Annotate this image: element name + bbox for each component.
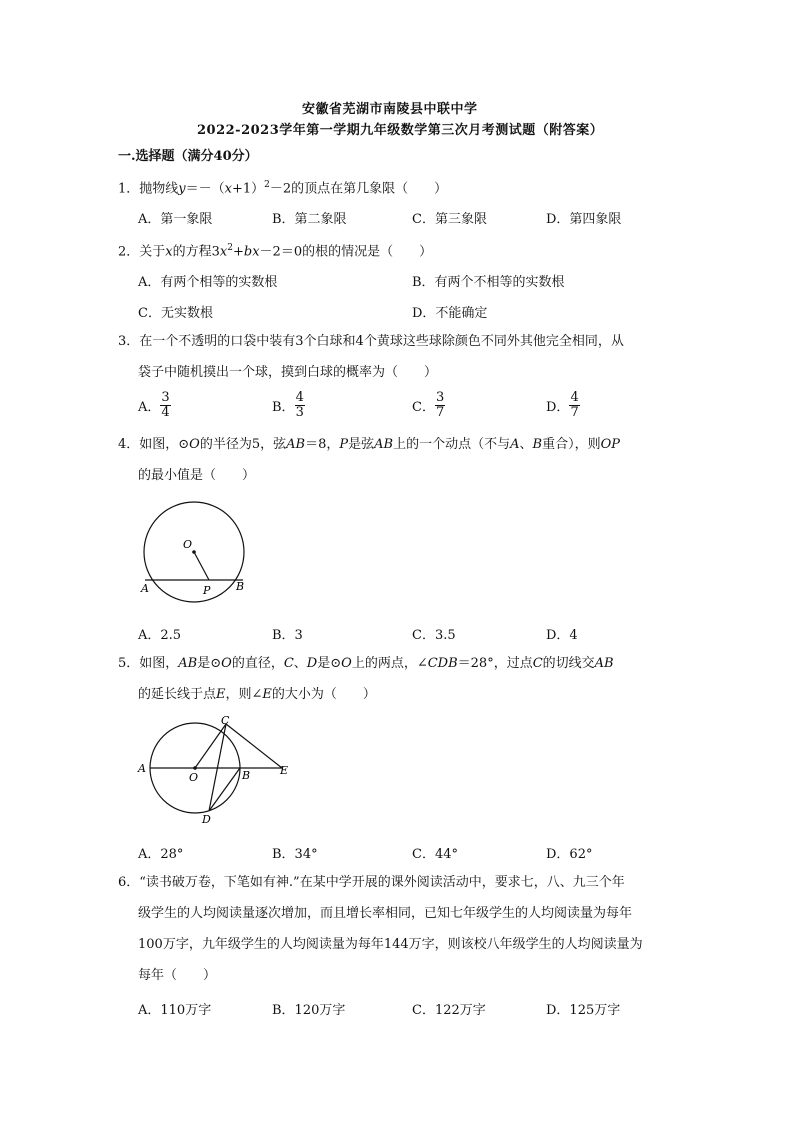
q2-text: －2＝0的根的情况是（ ）	[259, 244, 433, 260]
q5-var: O	[221, 656, 232, 671]
q2-text: 2．关于	[118, 244, 166, 260]
q3-option-d	[546, 391, 580, 420]
q6-option-c: C．122万字	[412, 1003, 486, 1018]
q5-option-c: C．44°	[412, 847, 458, 862]
q5-text: 是⊙	[317, 656, 342, 671]
q3-option-c	[412, 391, 445, 420]
q4-var: OP	[600, 437, 620, 452]
q1-exponent: 2	[264, 180, 270, 190]
option-label: A．	[138, 400, 161, 415]
q4-var: B	[532, 437, 543, 452]
q5-label-e: E	[280, 764, 289, 777]
q5-text: 的直径，	[231, 656, 284, 671]
exam-title: 2022-2023学年第一学期九年级数学第三次月考测试题（附答案）	[197, 123, 604, 138]
question-6-line-4: 每年（ ）	[138, 968, 217, 983]
q5-option-a: A．28°	[138, 847, 184, 862]
question-6-line-1: 6．“读书破万卷，下笔如有神.”在某中学开展的课外阅读活动中，要求七，八、九三个年	[118, 875, 625, 890]
q5-var: AB	[594, 656, 614, 671]
q4-circle-figure	[136, 500, 254, 608]
q4-text: 4．如图，⊙	[118, 437, 190, 452]
q5-var: C	[532, 656, 543, 671]
q4-label-o: O	[183, 538, 193, 551]
q6-option-d: D．125万字	[546, 1003, 621, 1018]
q6-option-a: A．110万字	[138, 1003, 212, 1018]
q5-option-b: B．34°	[272, 847, 318, 862]
q3-option-a	[138, 391, 171, 420]
question-5-line-1	[118, 656, 614, 672]
question-2-stem	[118, 240, 432, 260]
q5-text: 5．如图，	[118, 656, 179, 671]
q4-segment-op	[194, 552, 209, 580]
q2-option-b: B．有两个不相等的实数根	[412, 275, 565, 290]
exam-school-title: 安徽省芜湖市南陵县中联中学	[302, 102, 478, 117]
q5-center-dot	[193, 766, 197, 770]
fraction-numerator: 3	[435, 390, 445, 405]
q5-text: 的大小为（ ）	[271, 687, 376, 702]
question-4-line-2: 的最小值是（ ）	[138, 468, 256, 483]
fraction-denominator: 7	[570, 405, 579, 420]
q1-option-b: B．第二象限	[272, 212, 347, 227]
q5-option-d: D．62°	[546, 847, 593, 862]
option-label: B．	[272, 400, 295, 415]
q5-var: E	[216, 687, 226, 702]
q4-var: AB	[374, 437, 394, 452]
q5-label-d: D	[202, 813, 211, 826]
option-label: C．	[412, 400, 435, 415]
q4-label-p: P	[203, 584, 211, 597]
q6-option-b: B．120万字	[272, 1003, 346, 1018]
q4-text: 上的一个动点（不与	[393, 437, 511, 452]
q4-var: O	[189, 437, 200, 452]
q5-text: 上的两点，∠	[351, 656, 428, 671]
q3-option-b	[272, 391, 305, 420]
question-3-line-2: 袋子中随机摸出一个球，摸到白球的概率为（ ）	[138, 365, 438, 380]
section-heading: 一.选择题（满分40分）	[118, 149, 258, 164]
q5-circle-figure	[134, 712, 300, 828]
q1-var-y: y	[178, 181, 186, 197]
question-6-line-3: 100万字，九年级学生的人均阅读量为每年144万字，则该校八年级学生的人均阅读量为	[138, 937, 643, 952]
question-1-stem	[118, 177, 447, 197]
question-3-line-1: 3．在一个不透明的口袋中装有3个白球和4个黄球这些球除颜色不同外其他完全相同，从	[118, 334, 624, 349]
q1-text: 1．抛物线	[118, 181, 179, 197]
q1-text: ＝－（	[185, 181, 225, 197]
fraction-denominator: 4	[161, 405, 170, 420]
q4-text: ＝8，	[305, 437, 340, 452]
q5-var: CDB	[427, 656, 458, 671]
q1-text: －2的顶点在第几象限（ ）	[269, 181, 448, 197]
q1-option-d: D．第四象限	[546, 212, 622, 227]
q5-var: O	[341, 656, 352, 671]
q5-var: AB	[178, 656, 198, 671]
fraction-numerator: 4	[570, 390, 579, 405]
fraction-denominator: 7	[435, 405, 445, 420]
q5-text: 是⊙	[197, 656, 222, 671]
question-6-line-2: 级学生的人均阅读量逐次增加，而且增长率相同，已知七年级学生的人均阅读量为每年	[138, 906, 633, 921]
q4-option-a: A．2.5	[138, 628, 182, 643]
fraction	[569, 391, 579, 420]
q2-var-x: x	[165, 244, 173, 260]
q5-text: ＝28°，过点	[457, 656, 533, 671]
q5-label-a: A	[138, 762, 146, 775]
q2-text: 的方程3	[172, 244, 220, 260]
q2-option-d: D．不能确定	[412, 306, 488, 321]
fraction	[160, 391, 170, 420]
q1-text: +1）	[232, 181, 265, 197]
fraction-numerator: 3	[161, 390, 170, 405]
question-5-line-2	[138, 687, 376, 703]
fraction	[295, 391, 305, 420]
q1-option-c: C．第三象限	[412, 212, 487, 227]
q5-text: 的切线交	[542, 656, 595, 671]
q5-label-b: B	[242, 769, 251, 782]
q1-var-x: x	[224, 181, 232, 197]
q2-exponent: 2	[227, 243, 233, 253]
q2-option-c: C．无实数根	[138, 306, 213, 321]
q2-option-a: A．有两个相等的实数根	[138, 275, 278, 290]
q1-option-a: A．第一象限	[138, 212, 213, 227]
q4-label-a: A	[141, 582, 149, 595]
q5-var: C	[283, 656, 294, 671]
q4-var: P	[339, 437, 349, 452]
q5-text: 的延长线于点	[138, 687, 217, 702]
q4-text: 的半径为5，弦	[199, 437, 287, 452]
q5-text: 、	[293, 656, 307, 671]
option-label: D．	[546, 400, 570, 415]
q4-center-dot	[192, 550, 196, 554]
q5-var: E	[262, 687, 272, 702]
fraction-denominator: 3	[295, 405, 304, 420]
q5-label-o: O	[189, 771, 199, 784]
q5-label-c: C	[221, 714, 230, 727]
q5-text: ，则∠	[225, 687, 263, 702]
q4-option-d: D．4	[546, 628, 578, 643]
q2-text: +	[232, 244, 244, 260]
q4-label-b: B	[236, 580, 245, 593]
q4-text: 、	[519, 437, 533, 452]
fraction	[435, 391, 445, 420]
question-4-line-1	[118, 437, 620, 453]
q2-var-x: x	[219, 244, 228, 260]
q2-var-bx: bx	[243, 244, 260, 260]
fraction-numerator: 4	[295, 390, 304, 405]
q4-option-c: C．3.5	[412, 628, 456, 643]
q4-text: 重合），则	[542, 437, 601, 452]
q4-option-b: B．3	[272, 628, 303, 643]
q4-var: A	[510, 437, 520, 452]
q4-text: 是弦	[348, 437, 375, 452]
q5-var: D	[306, 656, 318, 671]
q4-var: AB	[286, 437, 306, 452]
